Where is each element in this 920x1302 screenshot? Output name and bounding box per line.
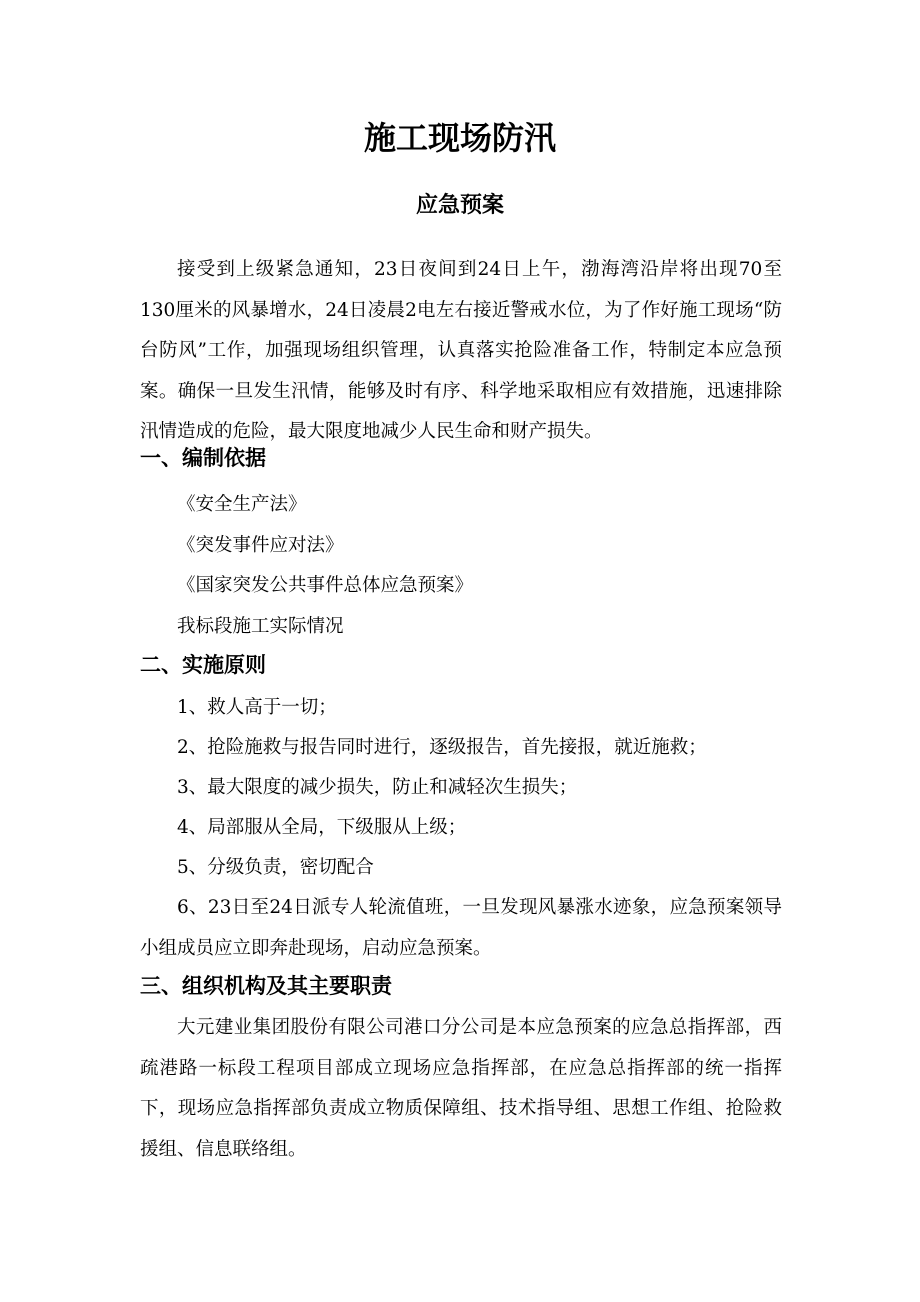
section-heading-principles: 二、实施原则 [140, 653, 266, 677]
principle-item: 4、局部服从全局，下级服从上级； [177, 817, 467, 838]
principle-item-6: 6、23日至24日派专人轮流值班，一旦发现风暴涨水迹象，应急预案领导小组成员应立即奔赴现场，启动应急预案。 [140, 897, 782, 959]
section-heading-organization: 三、组织机构及其主要职责 [140, 974, 392, 998]
principle-item: 1、救人高于一切； [177, 697, 337, 718]
document-subtitle: 应急预案 [415, 193, 504, 218]
organization-paragraph: 大元建业集团股份有限公司港口分公司是本应急预案的应急总指挥部，西疏港路一标段工程项目部成立现场应急指挥部，在应急总指挥部的统一指挥下，现场应急指挥部负责成立物质保障组、技术指导组、思想工作组、抢险救援组、信息联络组。 [140, 1017, 782, 1160]
principle-item: 5、分级负责，密切配合 [177, 857, 374, 878]
principle-item: 3、最大限度的减少损失，防止和减轻次生损失； [177, 777, 578, 798]
principle-item: 2、抢险施救与报告同时进行，逐级报告，首先接报，就近施救； [177, 737, 707, 758]
document-title: 施工现场防汛 [363, 119, 556, 157]
section-heading-basis: 一、编制依据 [140, 446, 266, 470]
basis-item: 我标段施工实际情况 [177, 616, 344, 637]
basis-item: 《国家突发公共事件总体应急预案》 [177, 575, 474, 596]
basis-item: 《安全生产法》 [177, 494, 307, 515]
intro-paragraph: 接受到上级紧急通知，23日夜间到24日上午，渤海湾沿岸将出现70至130厘米的风暴增水，24日凌晨2电左右接近警戒水位，为了作好施工现场“防台防风”工作，加强现场组织管理，认真落实抢险准备工作，特制定本应急预案。确保一旦发生汛情，能够及时有序、科学地采取相应有效措施，迅速排除汛情造成的危险，最大限度地减少人民生命和财产损失。 [140, 259, 782, 442]
basis-item: 《突发事件应对法》 [177, 535, 344, 556]
